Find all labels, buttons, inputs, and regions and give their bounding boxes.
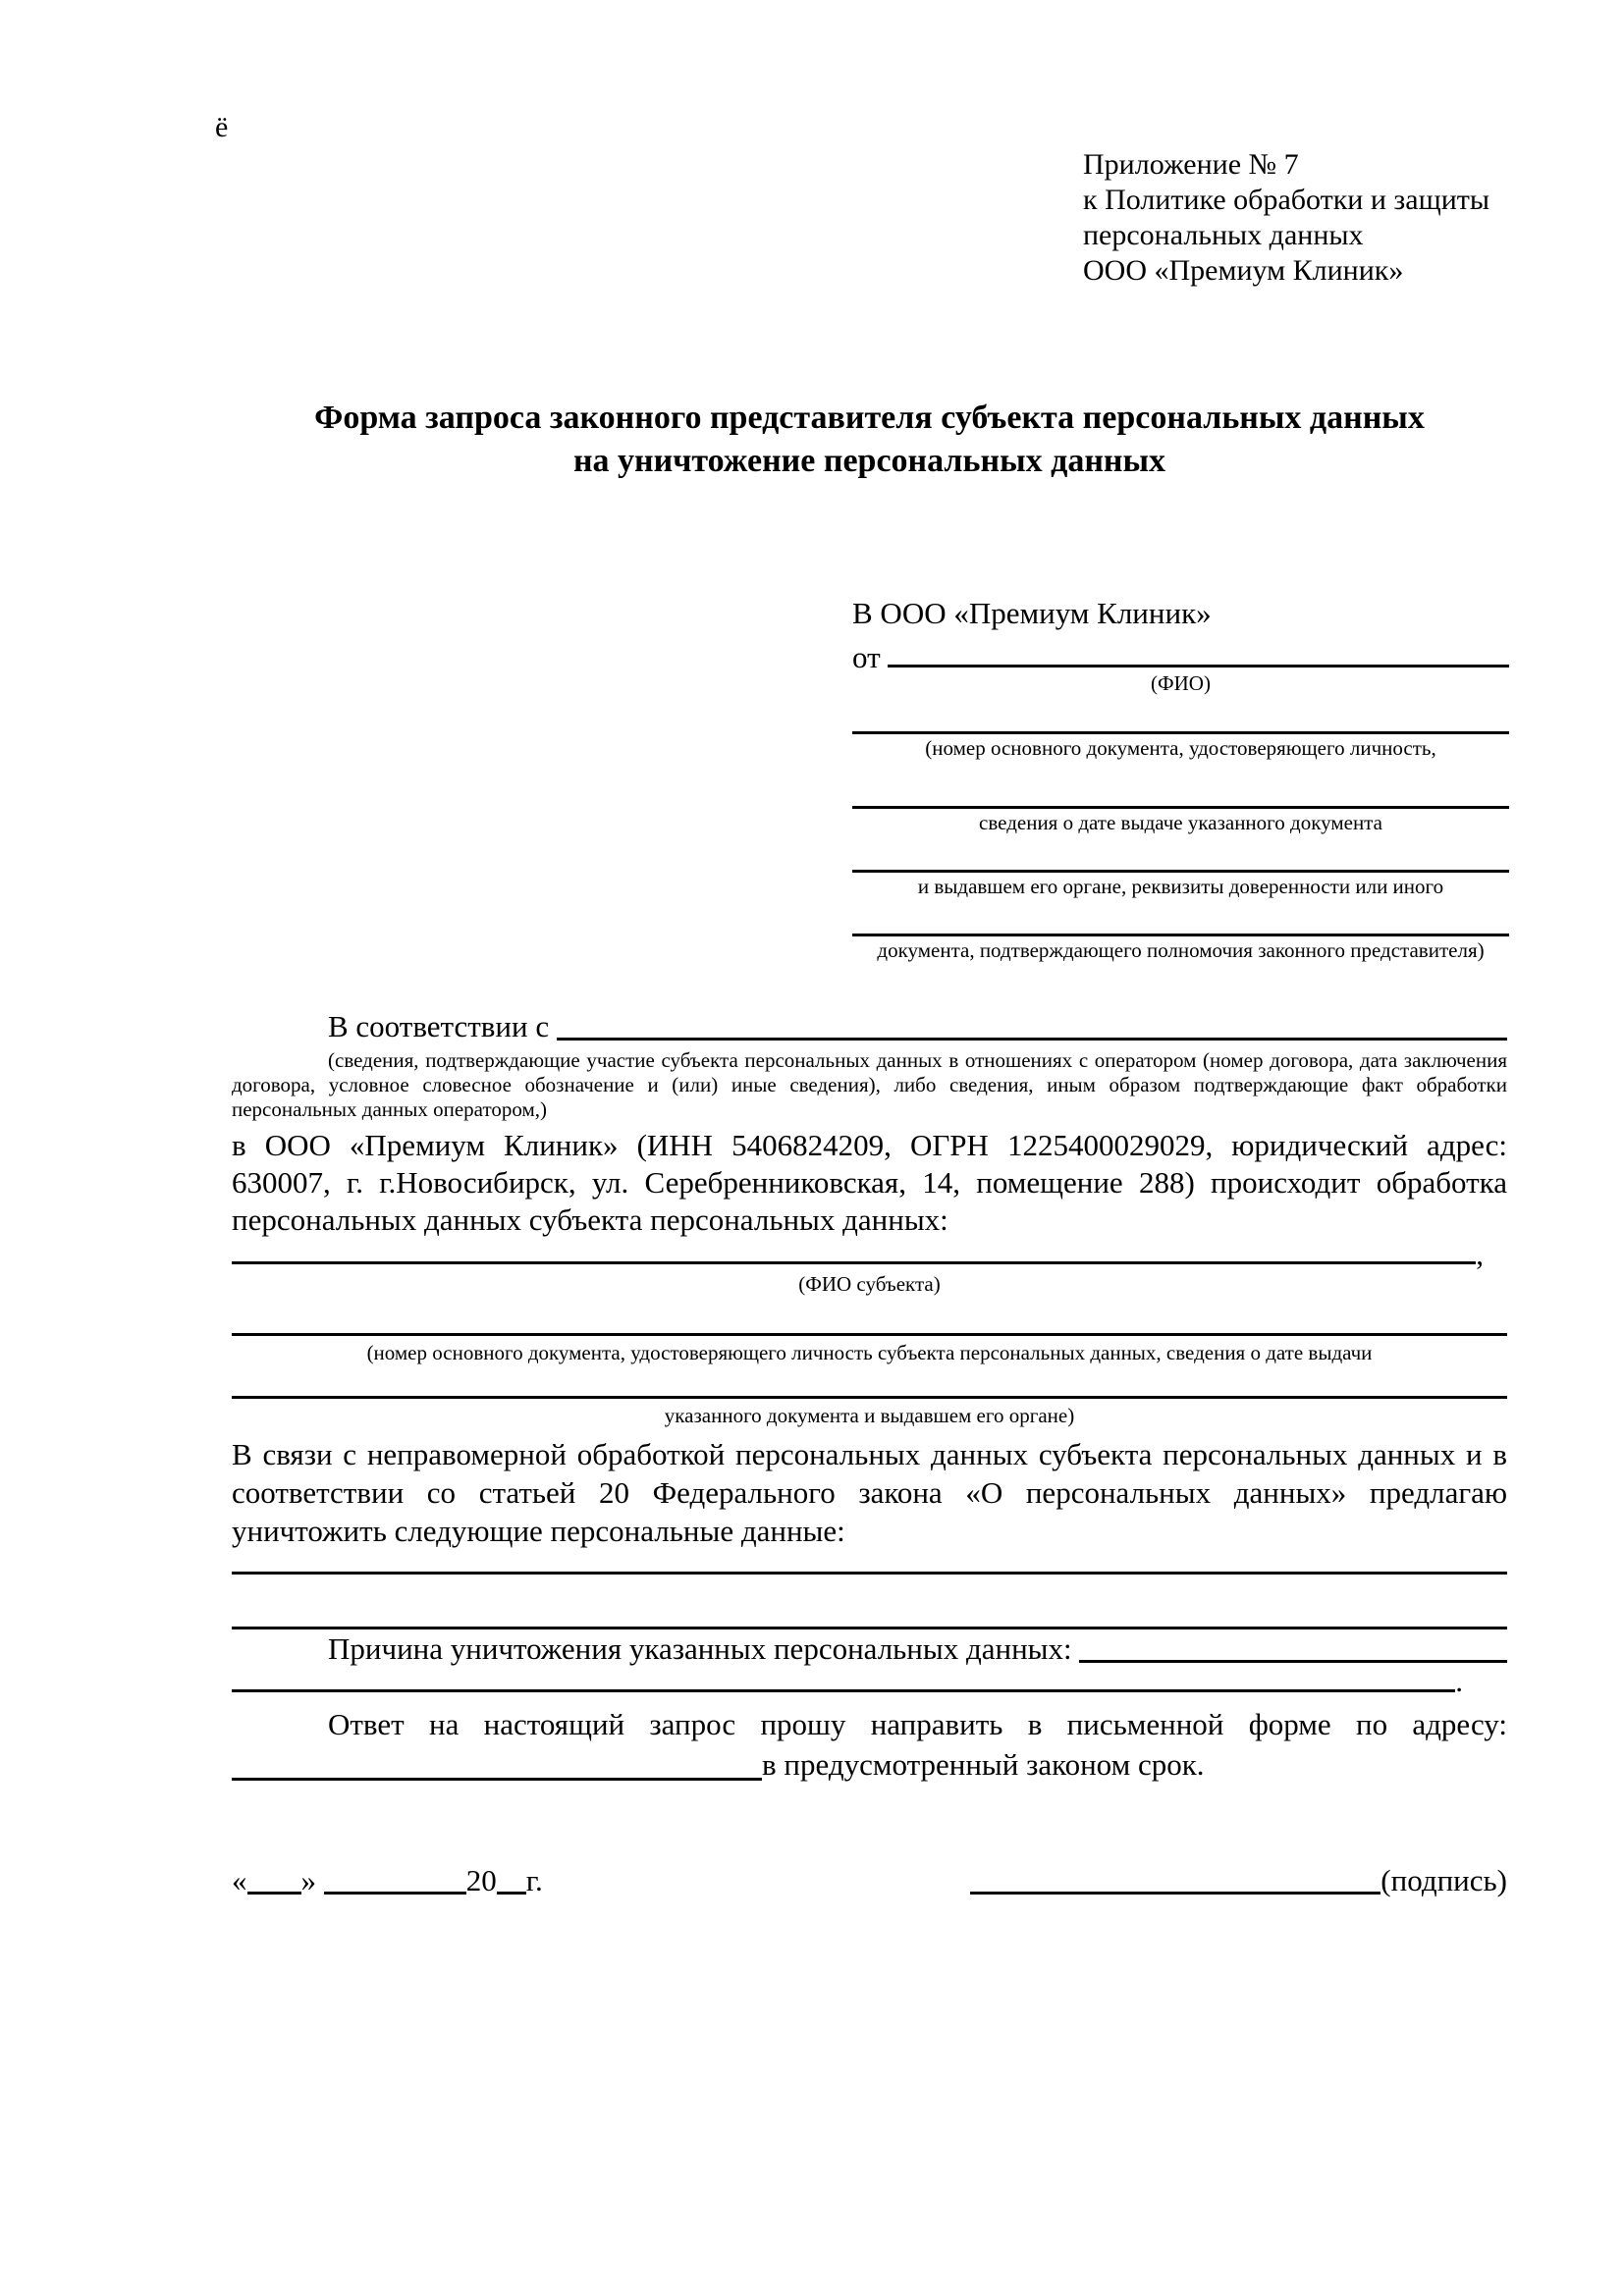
date-group (232, 1861, 543, 1898)
signature-group (970, 1861, 1507, 1898)
addressee-block (852, 595, 1509, 965)
blank-line-issuing-authority (852, 837, 1509, 873)
reason-period: . (1455, 1664, 1463, 1698)
blank-line-authority-document (852, 901, 1509, 936)
caption-doc-4: документа, подтверждающего полномочия законного представителя) (877, 938, 1485, 962)
subject-name-comma: , (1476, 1237, 1484, 1271)
appendix-line-4: ООО «Премиум Клиник» (1083, 254, 1404, 287)
appendix-header (1083, 147, 1489, 289)
answer-paragraph: Ответ на настоящий запрос прошу направить в письменной форме по адресу: (328, 1707, 1507, 1741)
request-paragraph: В связи с неправомерной обработкой персональных данных субъекта персональных данных и в соответствии со статьей 20 Федерального закона «О персональных данных» предлагаю уничтожить следующие персональные данные: (232, 1437, 1507, 1548)
blank-line-issue-date (852, 763, 1509, 809)
answer-tail: в предусмотренный законом срок. (762, 1747, 1205, 1782)
blank-year (497, 1861, 526, 1895)
appendix-line-2: к Политике обработки и защиты (1083, 184, 1490, 216)
caption-signature: (подпись) (1380, 1863, 1507, 1897)
caption-doc-3: и выдавшем его органе, реквизиты доверенности или иного (917, 875, 1444, 898)
blank-line-subject-document-2 (232, 1368, 1507, 1399)
accordance-row (232, 1009, 1507, 1044)
addressee-to: В ООО «Премиум Клиник» (852, 596, 1212, 630)
blank-line-subject-document (232, 1306, 1507, 1336)
appendix-line-3: персональных данных (1083, 219, 1364, 251)
addressee-from-row (852, 640, 1509, 674)
accordance-note: (сведения, подтверждающие участие субъекта персональных данных в отношениях с оператором (номер договора, дата заключения договора, условное словесное обозначение и (или) иные сведения), либо сведения, иным образом подтверждающие факт обработки персональных данных оператором,) (232, 1048, 1507, 1121)
caption-subject-doc-2: указанного документа и выдавшем его органе) (664, 1404, 1075, 1427)
reason-label: Причина уничтожения указанных персональных данных: (328, 1631, 1080, 1666)
document-title (232, 397, 1507, 483)
title-line-1: Форма запроса законного представителя субъекта персональных данных (314, 400, 1425, 436)
blank-month (324, 1861, 466, 1895)
blank-line-data-2 (232, 1598, 1507, 1629)
caption-subject-fio: (ФИО субъекта) (798, 1272, 941, 1296)
caption-doc-2: сведения о дате выдаче указанного документа (979, 811, 1382, 834)
blank-line-subject-name (232, 1241, 1476, 1264)
subject-name-row (232, 1237, 1507, 1271)
blank-line-reason (1079, 1631, 1507, 1663)
blank-line-reason-2 (232, 1667, 1455, 1692)
reason-continuation-row (232, 1664, 1507, 1698)
blank-line-accordance (557, 1009, 1507, 1041)
reason-row (232, 1631, 1507, 1667)
date-year-suffix: г. (525, 1863, 543, 1897)
date-quote-close: » (300, 1863, 316, 1897)
blank-line-representative-name (888, 644, 1509, 667)
blank-line-document-number (852, 697, 1509, 734)
blank-line-data-1 (232, 1543, 1507, 1575)
caption-fio: (ФИО) (1151, 671, 1211, 695)
from-label: от (852, 640, 889, 674)
title-line-2: на уничтожение персональных данных (572, 443, 1166, 479)
accordance-lead: В соответствии с (328, 1009, 557, 1043)
date-year-prefix: 20 (465, 1863, 497, 1897)
operator-paragraph: в ООО «Премиум Клиник» (ИНН 5406824209, ОГРН 1225400029029, юридический адрес: 630007, г. г.Новосибирск, ул. Серебренниковская, 14, помещение 288) происходит обработка персональных данных субъекта персональных данных: (232, 1128, 1507, 1237)
blank-signature (970, 1861, 1380, 1895)
signoff-row (232, 1861, 1507, 1898)
blank-line-address (232, 1747, 762, 1781)
date-quote-open: « (232, 1863, 247, 1897)
stray-character: ё (215, 111, 229, 143)
caption-subject-doc-1: (номер основного документа, удостоверяющего личность субъекта персональных данных, сведения о дате выдачи (366, 1341, 1373, 1364)
appendix-line-1: Приложение № 7 (1083, 148, 1299, 181)
caption-doc-1: (номер основного документа, удостоверяющего личность, (925, 736, 1436, 760)
answer-address-row (232, 1747, 1507, 1785)
blank-day (247, 1861, 301, 1895)
